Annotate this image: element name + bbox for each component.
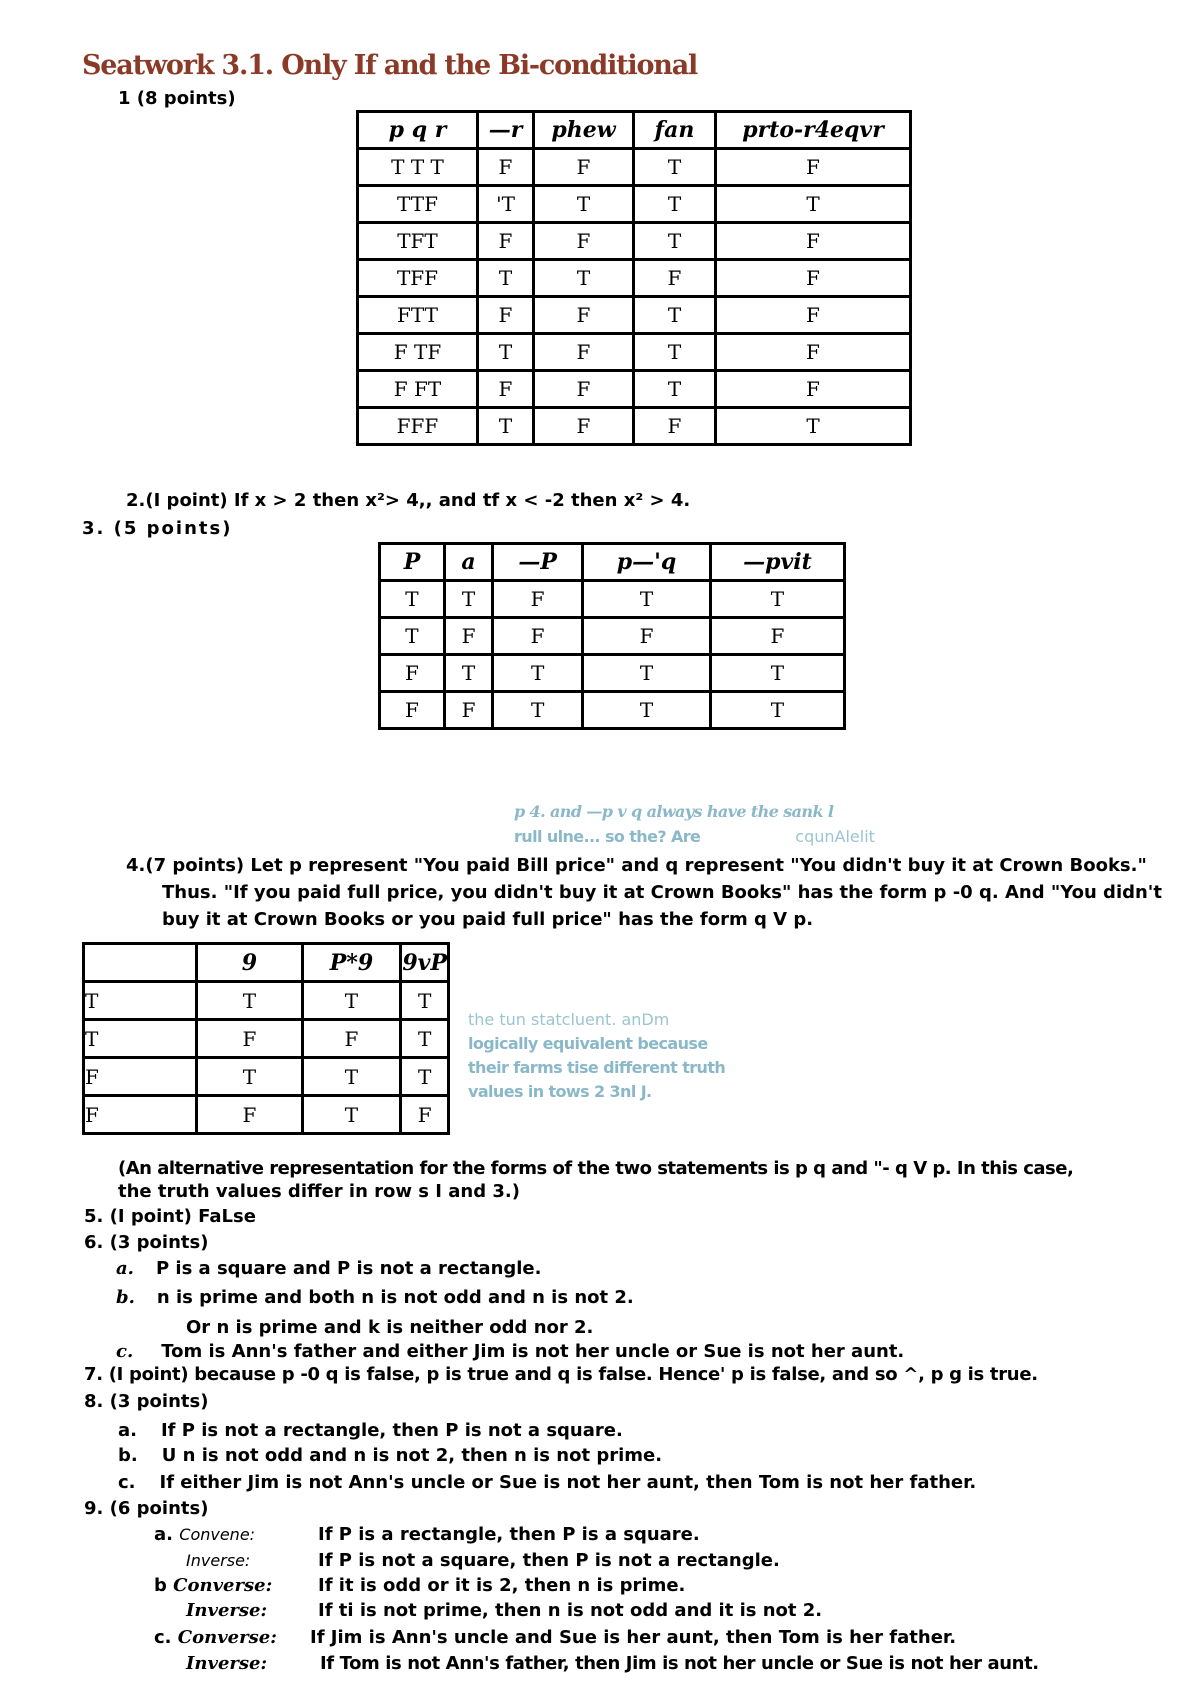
table-cell: T (634, 223, 716, 260)
q6-label: 6. (3 points) (84, 1232, 209, 1253)
q9-a-inverse-label: Inverse: (186, 1551, 251, 1570)
table-header-cell: fan (634, 112, 716, 149)
table-cell: TTF (358, 186, 478, 223)
q6-b: b. n is prime and both n is not odd and n is not 2. (116, 1287, 634, 1308)
table-cell: F (478, 223, 534, 260)
q9-c-inverse: If Tom is not Ann's father, then Jim is not her uncle or Sue is not her aunt. (320, 1653, 1039, 1674)
table-cell: F (534, 297, 634, 334)
q3-label: 3. (5 points) (82, 518, 233, 539)
q9-c-inverse-label: Inverse: (186, 1653, 268, 1674)
table-cell: T (478, 334, 534, 371)
table-cell: T (302, 1096, 401, 1134)
q4-alt-line1: (An alternative representation for the forms of the two statements is p q and "- q V p. In this case, (118, 1158, 1074, 1179)
q9-a-inverse: If P is not a square, then P is not a rectangle. (318, 1550, 780, 1571)
table-cell: T (493, 655, 583, 692)
table-cell: T (716, 186, 911, 223)
table-row (380, 618, 845, 655)
table-cell: T (302, 982, 401, 1020)
q4-handwritten-note: the tun statcluent. anDm logically equivalent because their farms tise different truth values in tows 2 3nl J. (468, 1010, 726, 1101)
q4-line3: buy it at Crown Books or you paid full price" has the form q V p. (162, 909, 814, 930)
table-cell: T (380, 581, 445, 618)
table-cell: T (444, 581, 492, 618)
table-row (358, 408, 911, 445)
q1-truth-table (356, 110, 912, 446)
table-cell: F (444, 692, 492, 729)
q6-c: c. Tom is Ann's father and either Jim is not her uncle or Sue is not her aunt. (116, 1341, 905, 1362)
table-header-cell: P*9 (302, 944, 401, 982)
table-cell: F (716, 297, 911, 334)
q5-answer: 5. (I point) FaLse (84, 1206, 256, 1227)
q9-a-converse: If P is a rectangle, then P is a square. (318, 1524, 700, 1545)
table-row (358, 297, 911, 334)
table-row (358, 223, 911, 260)
q8-b: b. U n is not odd and n is not 2, then n is not prime. (118, 1445, 663, 1466)
table-cell: F (534, 371, 634, 408)
table-cell: F (716, 260, 911, 297)
table-cell: T (478, 408, 534, 445)
table-cell: F (380, 655, 445, 692)
table-cell: T (634, 297, 716, 334)
table-row (380, 655, 845, 692)
table-cell: T (634, 186, 716, 223)
q9-b-marker: b Converse: (154, 1575, 273, 1596)
q3-handwritten-note-line1: p 4. and —p v q always have the sank l (514, 802, 834, 821)
table-cell: T (710, 692, 844, 729)
table-cell: T (716, 408, 911, 445)
table-cell: F (401, 1096, 449, 1134)
table-cell: F (493, 581, 583, 618)
q8-label: 8. (3 points) (84, 1391, 209, 1412)
table-cell: F (197, 1020, 302, 1058)
table-cell: F (493, 618, 583, 655)
table-cell: T (634, 371, 716, 408)
table-cell: F (380, 692, 445, 729)
table-header-cell (84, 944, 197, 982)
table-header-cell: —pvit (710, 544, 844, 581)
table-cell: T (710, 655, 844, 692)
table-cell: T (583, 581, 711, 618)
table-cell: F (716, 223, 911, 260)
q8-a: a. If P is not a rectangle, then P is not a square. (118, 1420, 623, 1441)
table-row (84, 982, 449, 1020)
table-row (84, 1096, 449, 1134)
table-row (84, 1020, 449, 1058)
table-cell: T (634, 149, 716, 186)
table-cell: F (444, 618, 492, 655)
table-cell: TFF (358, 260, 478, 297)
q9-b-inverse-label: Inverse: (186, 1600, 268, 1621)
q9-b-inverse: If ti is not prime, then n is not odd and it is not 2. (318, 1600, 823, 1621)
q3-handwritten-note-tail: cqunAlelit (795, 827, 875, 846)
table-cell: F (534, 334, 634, 371)
table-header-cell: phew (534, 112, 634, 149)
table-cell: F (710, 618, 844, 655)
table-cell: T (401, 1058, 449, 1096)
table-header-cell: P (380, 544, 445, 581)
table-cell: F (634, 260, 716, 297)
table-cell: F (478, 371, 534, 408)
table-header-cell: —r (478, 112, 534, 149)
table-header-row (84, 944, 449, 982)
table-header-row (358, 112, 911, 149)
q9-a-marker: a. Convene: (154, 1524, 256, 1545)
table-cell: F (716, 371, 911, 408)
table-header-row (380, 544, 845, 581)
table-cell: T (534, 186, 634, 223)
table-cell: T (583, 655, 711, 692)
table-cell: F (478, 149, 534, 186)
table-cell: F FT (358, 371, 478, 408)
table-cell: F (534, 408, 634, 445)
table-cell: F (84, 1096, 197, 1134)
table-row (84, 1058, 449, 1096)
table-cell: F (478, 297, 534, 334)
table-cell: T (493, 692, 583, 729)
q2-answer: 2.(I point) If x > 2 then x²> 4,, and tf x < -2 then x² > 4. (126, 490, 691, 511)
q8-c: c. If either Jim is not Ann's uncle or Sue is not her aunt, then Tom is not her father. (118, 1472, 977, 1493)
table-cell: T (380, 618, 445, 655)
table-cell: F (534, 223, 634, 260)
table-cell: T (534, 260, 634, 297)
table-cell: F (197, 1096, 302, 1134)
q9-b-converse: If it is odd or it is 2, then n is prime. (318, 1575, 686, 1596)
table-cell: T (401, 1020, 449, 1058)
q3-handwritten-note-line2: rull ulne... so the? Are cqunAlelit (514, 827, 875, 846)
q6-a: a. P is a square and P is not a rectangle. (116, 1258, 542, 1279)
table-cell: F (84, 1058, 197, 1096)
table-cell: F TF (358, 334, 478, 371)
table-cell: T (84, 982, 197, 1020)
table-cell: F (302, 1020, 401, 1058)
q6-b-alternative: Or n is prime and k is neither odd nor 2. (186, 1317, 594, 1338)
table-header-cell: p—'q (583, 544, 711, 581)
table-cell: T (710, 581, 844, 618)
q4-alt-line2: the truth values differ in row s I and 3.) (118, 1181, 520, 1202)
table-cell: F (534, 149, 634, 186)
table-row (358, 149, 911, 186)
page-title: Seatwork 3.1. Only If and the Bi-conditional (82, 50, 698, 81)
table-header-cell: 9 (197, 944, 302, 982)
table-cell: T (583, 692, 711, 729)
table-cell: T (478, 260, 534, 297)
q9-label: 9. (6 points) (84, 1498, 209, 1519)
table-cell: F (634, 408, 716, 445)
table-header-cell: prto-r4eqvr (716, 112, 911, 149)
table-header-cell: —P (493, 544, 583, 581)
q3-truth-table (378, 542, 846, 730)
table-cell: F (716, 334, 911, 371)
q4-line2: Thus. "If you paid full price, you didn't buy it at Crown Books" has the form p -0 q. And "You didn't (162, 882, 1162, 903)
table-row (358, 186, 911, 223)
q7-answer: 7. (I point) because p -0 q is false, p is true and q is false. Hence' p is false, and so ^, p g is true. (84, 1364, 1038, 1385)
table-cell: T T T (358, 149, 478, 186)
q4-truth-table (82, 942, 450, 1135)
q4-line1: 4.(7 points) Let p represent "You paid Bill price" and q represent "You didn't buy it at Crown Books." (126, 855, 1147, 876)
table-cell: FFF (358, 408, 478, 445)
table-cell: 'T (478, 186, 534, 223)
table-cell: T (401, 982, 449, 1020)
q9-c-marker: c. Converse: (154, 1627, 277, 1648)
table-header-cell: 9vP (401, 944, 449, 982)
table-cell: F (583, 618, 711, 655)
table-row (358, 371, 911, 408)
table-cell: T (197, 982, 302, 1020)
table-cell: T (197, 1058, 302, 1096)
table-cell: T (84, 1020, 197, 1058)
table-row (380, 581, 845, 618)
table-header-cell: p q r (358, 112, 478, 149)
table-cell: T (302, 1058, 401, 1096)
q9-c-converse: If Jim is Ann's uncle and Sue is her aunt, then Tom is her father. (310, 1627, 957, 1648)
q1-label: 1 (8 points) (118, 88, 236, 109)
table-cell: F (716, 149, 911, 186)
table-cell: T (444, 655, 492, 692)
table-row (358, 334, 911, 371)
table-cell: TFT (358, 223, 478, 260)
table-cell: T (634, 334, 716, 371)
table-row (380, 692, 845, 729)
table-cell: FTT (358, 297, 478, 334)
table-row (358, 260, 911, 297)
table-header-cell: a (444, 544, 492, 581)
